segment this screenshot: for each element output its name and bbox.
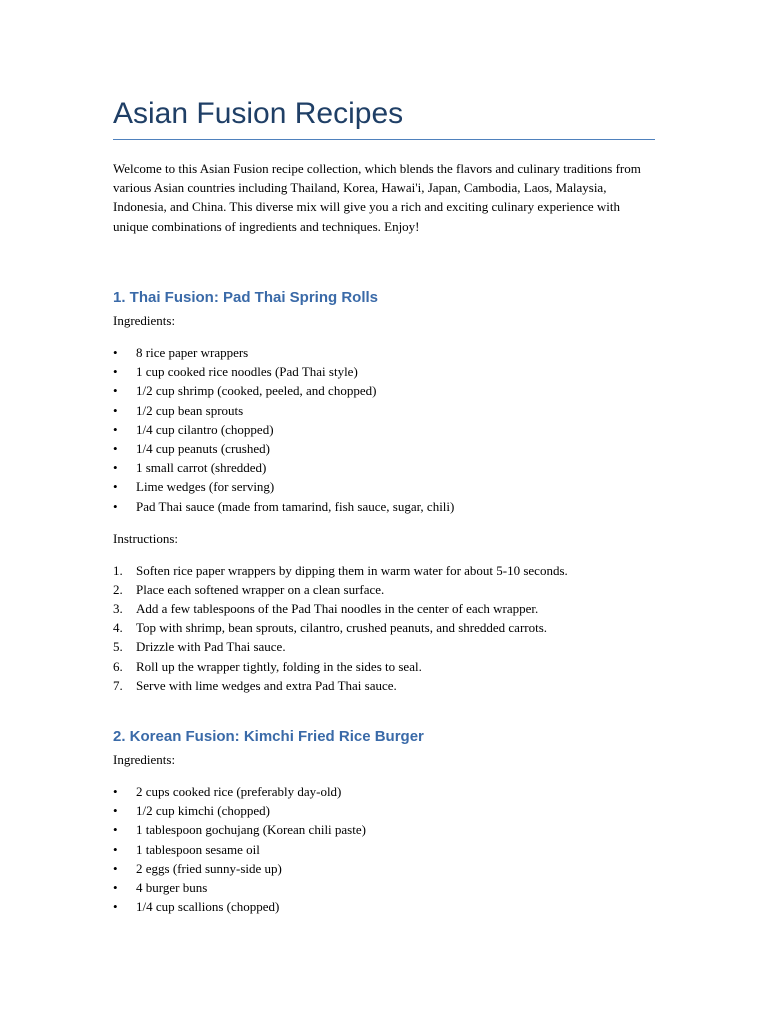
instruction-step — [113, 561, 655, 580]
title-underline — [113, 139, 655, 140]
ingredient-text: 8 rice paper wrappers — [136, 345, 249, 360]
step-text: Top with shrimp, bean sprouts, cilantro, crushed peanuts, and shredded carrots. — [136, 620, 548, 636]
ingredients-list — [113, 343, 655, 516]
step-text: Serve with lime wedges and extra Pad Thai sauce. — [136, 677, 397, 693]
ingredient-item — [113, 381, 655, 400]
intro-paragraph: Welcome to this Asian Fusion recipe collection, which blends the flavors and culinary traditions from various Asian countries including Thailand, Korea, Hawai'i, Japan, Cambodia, Laos, Malaysia, Indonesia, and China. This diverse mix will give you a rich and exciting culinary experience with unique combinations of ingredients and techniques. Enjoy! — [113, 161, 641, 234]
bullet-icon: • — [113, 421, 118, 437]
ingredient-text: 1 small carrot (shredded) — [136, 460, 267, 476]
ingredient-text: 1/2 cup bean sprouts — [136, 402, 244, 418]
bullet-icon: • — [113, 364, 118, 380]
instruction-step — [113, 580, 655, 599]
ingredient-item — [113, 497, 655, 516]
ingredient-item — [113, 782, 655, 801]
recipe-heading: 1. Thai Fusion: Pad Thai Spring Rolls — [113, 289, 379, 306]
step-number: 4. — [113, 620, 123, 636]
instruction-step — [113, 637, 655, 656]
ingredient-text: 1/4 cup scallions (chopped) — [136, 899, 280, 915]
step-number: 3. — [113, 601, 123, 617]
step-number: 6. — [113, 658, 123, 674]
instructions-label: Instructions: — [113, 530, 178, 546]
ingredients-label: Ingredients: — [113, 752, 176, 767]
ingredient-text: 1/4 cup peanuts (crushed) — [136, 440, 270, 456]
bullet-icon: • — [113, 822, 118, 838]
ingredients-label: Ingredients: — [113, 313, 176, 328]
ingredient-item — [113, 401, 655, 420]
step-text: Drizzle with Pad Thai sauce. — [136, 639, 286, 655]
bullet-icon: • — [113, 440, 118, 456]
instruction-step — [113, 657, 655, 676]
document-title: Asian Fusion Recipes — [113, 97, 404, 130]
ingredient-text: 1 cup cooked rice noodles (Pad Thai style) — [136, 364, 358, 380]
bullet-icon: • — [113, 402, 118, 418]
instructions-list — [113, 561, 655, 695]
bullet-icon: • — [113, 498, 118, 514]
recipe-heading: 2. Korean Fusion: Kimchi Fried Rice Burger — [113, 728, 424, 745]
ingredient-text: 1 tablespoon sesame oil — [136, 841, 260, 857]
ingredient-text: Pad Thai sauce (made from tamarind, fish sauce, sugar, chili) — [136, 498, 455, 514]
bullet-icon: • — [113, 860, 118, 876]
ingredient-item — [113, 477, 655, 496]
bullet-icon: • — [113, 879, 118, 895]
ingredient-text: 2 eggs (fried sunny-side up) — [136, 860, 282, 876]
instruction-step — [113, 618, 655, 637]
ingredient-item — [113, 897, 655, 916]
bullet-icon: • — [113, 784, 118, 799]
ingredient-item — [113, 458, 655, 477]
step-number: 1. — [113, 562, 123, 578]
ingredient-text: 1/4 cup cilantro (chopped) — [136, 421, 274, 437]
bullet-icon: • — [113, 383, 118, 399]
ingredient-text: 4 burger buns — [136, 879, 208, 895]
ingredient-text: 2 cups cooked rice (preferably day-old) — [136, 784, 342, 799]
bullet-icon: • — [113, 899, 118, 915]
step-text: Roll up the wrapper tightly, folding in the sides to seal. — [136, 658, 422, 674]
bullet-icon: • — [113, 479, 118, 495]
ingredient-item — [113, 840, 655, 859]
ingredient-text: 1/2 cup shrimp (cooked, peeled, and chopped) — [136, 383, 377, 399]
step-number: 5. — [113, 639, 123, 655]
ingredient-text: 1/2 cup kimchi (chopped) — [136, 803, 270, 819]
ingredient-item — [113, 343, 655, 362]
recipe-section-thai — [113, 287, 655, 695]
ingredient-item — [113, 859, 655, 878]
bullet-icon: • — [113, 841, 118, 857]
bullet-icon: • — [113, 460, 118, 476]
ingredient-item — [113, 820, 655, 839]
step-number: 7. — [113, 677, 123, 693]
instruction-step — [113, 676, 655, 695]
ingredient-item — [113, 878, 655, 897]
bullet-icon: • — [113, 803, 118, 819]
ingredients-list — [113, 782, 655, 916]
ingredient-item — [113, 420, 655, 439]
step-text: Place each softened wrapper on a clean surface. — [136, 581, 385, 597]
step-text: Soften rice paper wrappers by dipping them in warm water for about 5-10 seconds. — [136, 562, 568, 578]
instruction-step — [113, 599, 655, 618]
ingredient-item — [113, 801, 655, 820]
ingredient-item — [113, 362, 655, 381]
recipe-section-korean — [113, 726, 655, 916]
step-number: 2. — [113, 581, 123, 597]
ingredient-text: Lime wedges (for serving) — [136, 479, 275, 495]
ingredient-text: 1 tablespoon gochujang (Korean chili paste) — [136, 822, 366, 838]
bullet-icon: • — [113, 345, 118, 360]
step-text: Add a few tablespoons of the Pad Thai noodles in the center of each wrapper. — [136, 601, 539, 617]
ingredient-item — [113, 439, 655, 458]
